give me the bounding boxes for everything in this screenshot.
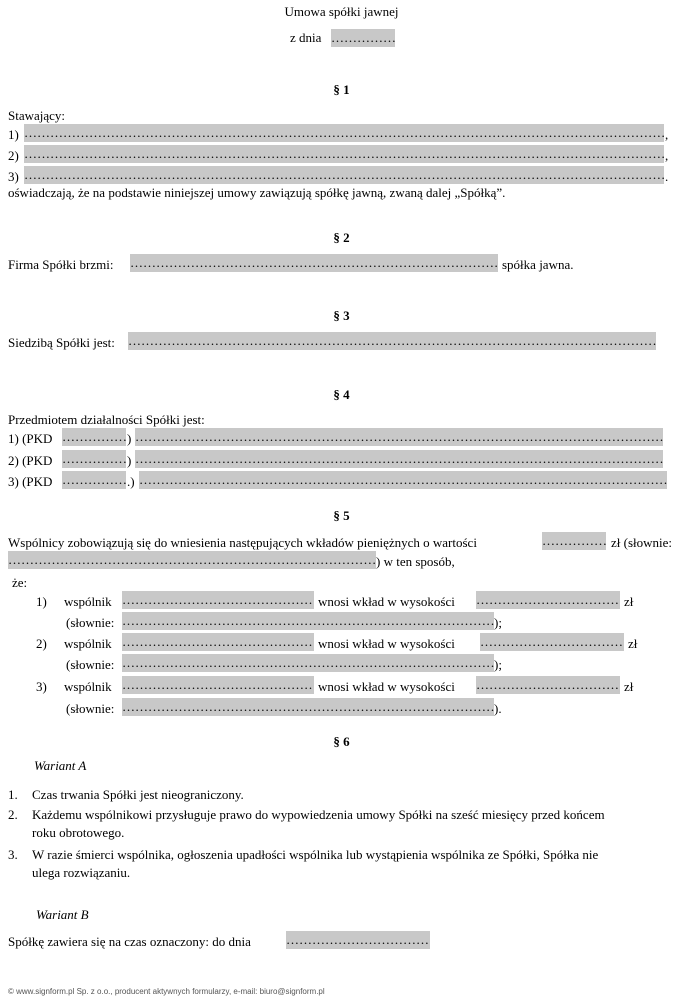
manner-text: ) w ten sposób,: [376, 554, 455, 569]
partner-2-end: );: [494, 657, 502, 672]
partner-3-end: ).: [494, 701, 502, 716]
party-3-number: 3): [8, 169, 19, 184]
party-3-field[interactable]: [24, 166, 664, 184]
partner-1-mid: wnosi wkład w wysokości: [318, 594, 455, 609]
partner-3-mid: wnosi wkład w wysokości: [318, 679, 455, 694]
business-scope-label: Przedmiotem działalności Spółki jest:: [8, 412, 205, 427]
party-1-field[interactable]: [24, 124, 664, 142]
point-3-line-2: ulega rozwiązaniu.: [32, 865, 131, 880]
partner-1-number: 1): [36, 594, 47, 609]
company-name-suffix: spółka jawna.: [502, 257, 574, 272]
partner-3-amount-field[interactable]: [476, 676, 620, 694]
pkd-2-description-field[interactable]: [135, 450, 663, 468]
seat-field[interactable]: [128, 332, 656, 350]
pkd-2-code-field[interactable]: [62, 450, 126, 468]
partner-2-words-field[interactable]: [122, 654, 494, 672]
partner-2-amount-field[interactable]: [480, 633, 624, 651]
pkd-3-code-field[interactable]: [62, 471, 126, 489]
seat-label: Siedzibą Spółki jest:: [8, 335, 115, 350]
end-date-field[interactable]: [286, 931, 430, 949]
section-6-heading: § 6: [333, 734, 350, 749]
partner-2-zl: zł: [628, 636, 638, 651]
partner-2-label: wspólnik: [64, 636, 112, 651]
partner-3-label: wspólnik: [64, 679, 112, 694]
partner-1-label: wspólnik: [64, 594, 112, 609]
fixed-term-text: Spółkę zawiera się na czas oznaczony: do dnia: [8, 934, 251, 949]
party-2-number: 2): [8, 148, 19, 163]
partner-2-words-label: (słownie:: [66, 657, 115, 672]
partner-3-number: 3): [36, 679, 47, 694]
parties-label: Stawający:: [8, 108, 66, 123]
company-name-field[interactable]: [130, 254, 498, 272]
point-2-line-2: roku obrotowego.: [32, 825, 125, 840]
section-3-heading: § 3: [333, 308, 350, 323]
party-1-number: 1): [8, 127, 19, 142]
partner-1-amount-field[interactable]: [476, 591, 620, 609]
pkd-3-prefix: 3) (PKD: [8, 474, 53, 489]
total-value-field[interactable]: [542, 532, 606, 550]
pkd-1-prefix: 1) (PKD: [8, 431, 53, 446]
section-4-heading: § 4: [333, 387, 350, 402]
section-1-heading: § 1: [333, 82, 350, 97]
partner-2-name-field[interactable]: [122, 633, 314, 651]
footer-copyright: © www.signform.pl Sp. z o.o., producent aktywnych formularzy, e-mail: biuro@signform.pl: [8, 987, 325, 996]
partner-3-words-label: (słownie:: [66, 701, 115, 716]
document-title: Umowa spółki jawnej: [284, 4, 399, 19]
partner-2-number: 2): [36, 636, 47, 651]
section-2-heading: § 2: [333, 230, 350, 245]
pkd-1-code-field[interactable]: [62, 428, 126, 446]
partner-1-words-field[interactable]: [122, 612, 494, 630]
partner-1-name-field[interactable]: [122, 591, 314, 609]
ze-label: że:: [12, 575, 28, 590]
pkd-3-close: .): [127, 474, 135, 489]
party-2-punct: ,: [665, 148, 669, 163]
formation-statement: oświadczają, że na podstawie niniejszej umowy zawiązują spółkę jawną, zwaną dalej „Spółką”.: [8, 185, 506, 200]
party-3-punct: .: [665, 169, 669, 184]
partner-2-mid: wnosi wkład w wysokości: [318, 636, 455, 651]
pkd-1-close: ): [127, 431, 132, 446]
point-3-number: 3.: [8, 847, 18, 862]
partner-3-zl: zł: [624, 679, 634, 694]
partner-1-end: );: [494, 615, 502, 630]
partner-1-words-label: (słownie:: [66, 615, 115, 630]
total-value-words-field[interactable]: [8, 551, 376, 569]
contributions-intro: Wspólnicy zobowiązują się do wniesienia następujących wkładów pieniężnych o wartości: [8, 535, 477, 550]
point-1-number: 1.: [8, 787, 18, 802]
section-5-heading: § 5: [333, 508, 350, 523]
pkd-2-close: ): [127, 453, 132, 468]
partner-3-name-field[interactable]: [122, 676, 314, 694]
date-prefix: z dnia: [290, 30, 322, 45]
date-field[interactable]: [331, 29, 395, 47]
point-2-number: 2.: [8, 807, 18, 822]
party-1-punct: ,: [665, 127, 669, 142]
partner-3-words-field[interactable]: [122, 698, 494, 716]
point-1-line-1: Czas trwania Spółki jest nieograniczony.: [32, 787, 244, 802]
pkd-1-description-field[interactable]: [135, 428, 663, 446]
partner-1-zl: zł: [624, 594, 634, 609]
point-2-line-1: Każdemu wspólnikowi przysługuje prawo do wypowiedzenia umowy Spółki na sześć miesięcy przed końcem: [32, 807, 605, 822]
variant-a-label: Wariant A: [34, 758, 87, 773]
point-3-line-1: W razie śmierci wspólnika, ogłoszenia upadłości wspólnika lub wystąpienia wspólnika ze Spółki, Spółka nie: [32, 847, 599, 862]
party-2-field[interactable]: [24, 145, 664, 163]
pkd-3-description-field[interactable]: [139, 471, 667, 489]
variant-b-label: Wariant B: [36, 907, 89, 922]
company-name-label: Firma Spółki brzmi:: [8, 257, 114, 272]
pkd-2-prefix: 2) (PKD: [8, 453, 53, 468]
total-value-words-label: zł (słownie:: [611, 535, 673, 550]
